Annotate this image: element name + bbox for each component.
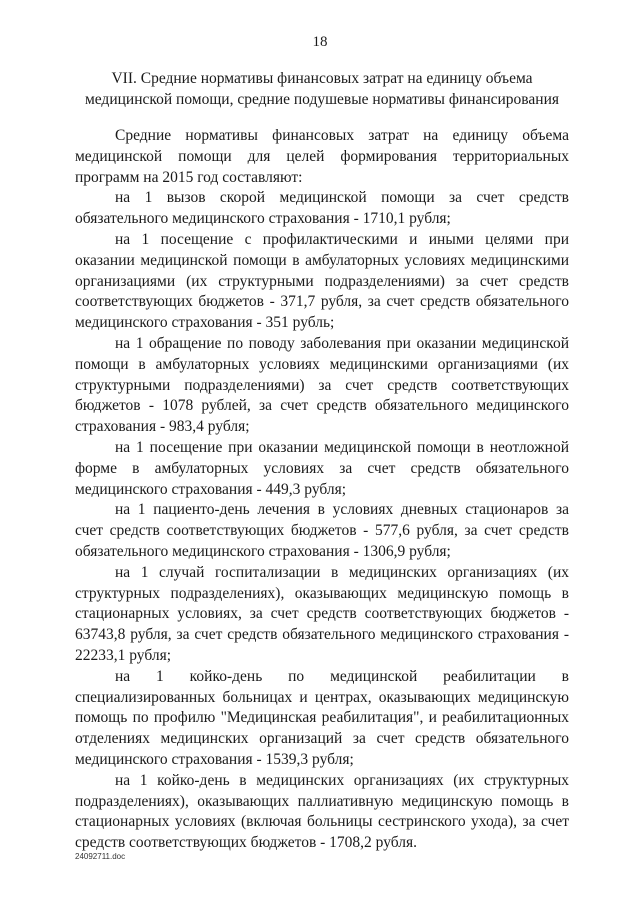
intro-paragraph: Средние нормативы финансовых затрат на единицу объема медицинской помощи для целей формирования территориальных программ на 2015 год составляют: <box>75 127 569 186</box>
page-number: 18 <box>312 34 328 50</box>
document-body <box>75 126 569 854</box>
document-filename: 24092711.doc <box>75 852 126 861</box>
norm-hospitalization: на 1 случай госпитализации в медицинских организациях (их структурных подразделениях), оказывающих медицинскую помощь в стационарных условиях, за счет средств соответствующих бюджетов - 63743,8 рубля, за счет средств обязательного медицинского страхования - 22233,1 рубля; <box>75 563 569 664</box>
norm-ambulance-call: на 1 вызов скорой медицинской помощи за счет средств обязательного медицинского страхования - 1710,1 рубля; <box>75 189 569 228</box>
section-heading-line-2: медицинской помощи, средние подушевые нормативы финансирования <box>84 91 560 108</box>
norm-disease-visit: на 1 обращение по поводу заболевания при оказании медицинской помощи в амбулаторных условиях медицинскими организациями (их структурными подразделениями) за счет средств соответствующих бюджетов - 1078 рублей, за счет средств обязательного медицинского страхования - 983,4 рубля; <box>75 334 569 436</box>
norm-rehabilitation: на 1 койко-день по медицинской реабилитации в специализированных больницах и центрах, оказывающих медицинскую помощь по профилю "Медицинская реабилитация", и реабилитационных отделениях медицинских организаций за счет средств обязательного медицинского страхования - 1539,3 рубля; <box>75 667 569 768</box>
norm-day-hospital: на 1 пациенто-день лечения в условиях дневных стационаров за счет средств соответствующих бюджетов - 577,6 рубля, за счет средств обязательного медицинского страхования - 1306,9 рубля; <box>75 501 569 560</box>
section-heading-line-1: VII. Средние нормативы финансовых затрат на единицу объема <box>111 70 533 87</box>
norm-urgent-visit: на 1 посещение при оказании медицинской помощи в неотложной форме в амбулаторных условиях за счет средств обязательного медицинского страхования - 449,3 рубля; <box>75 438 569 498</box>
norm-palliative-care: на 1 койко-день в медицинских организациях (их структурных подразделениях), оказывающих паллиативную медицинскую помощь в стационарных условиях (включая больницы сестринского ухода), за счет средств соответствующих бюджетов - 1708,2 рубля. <box>75 771 569 852</box>
section-heading <box>75 68 569 110</box>
norm-preventive-visit: на 1 посещение с профилактическими и иными целями при оказании медицинской помощи в амбулаторных условиях медицинскими организациями (их структурными подразделениями) за счет средств соответствующих бюджетов - 371,7 рубля, за счет средств обязательного медицинского страхования - 351 рубль; <box>75 230 569 332</box>
